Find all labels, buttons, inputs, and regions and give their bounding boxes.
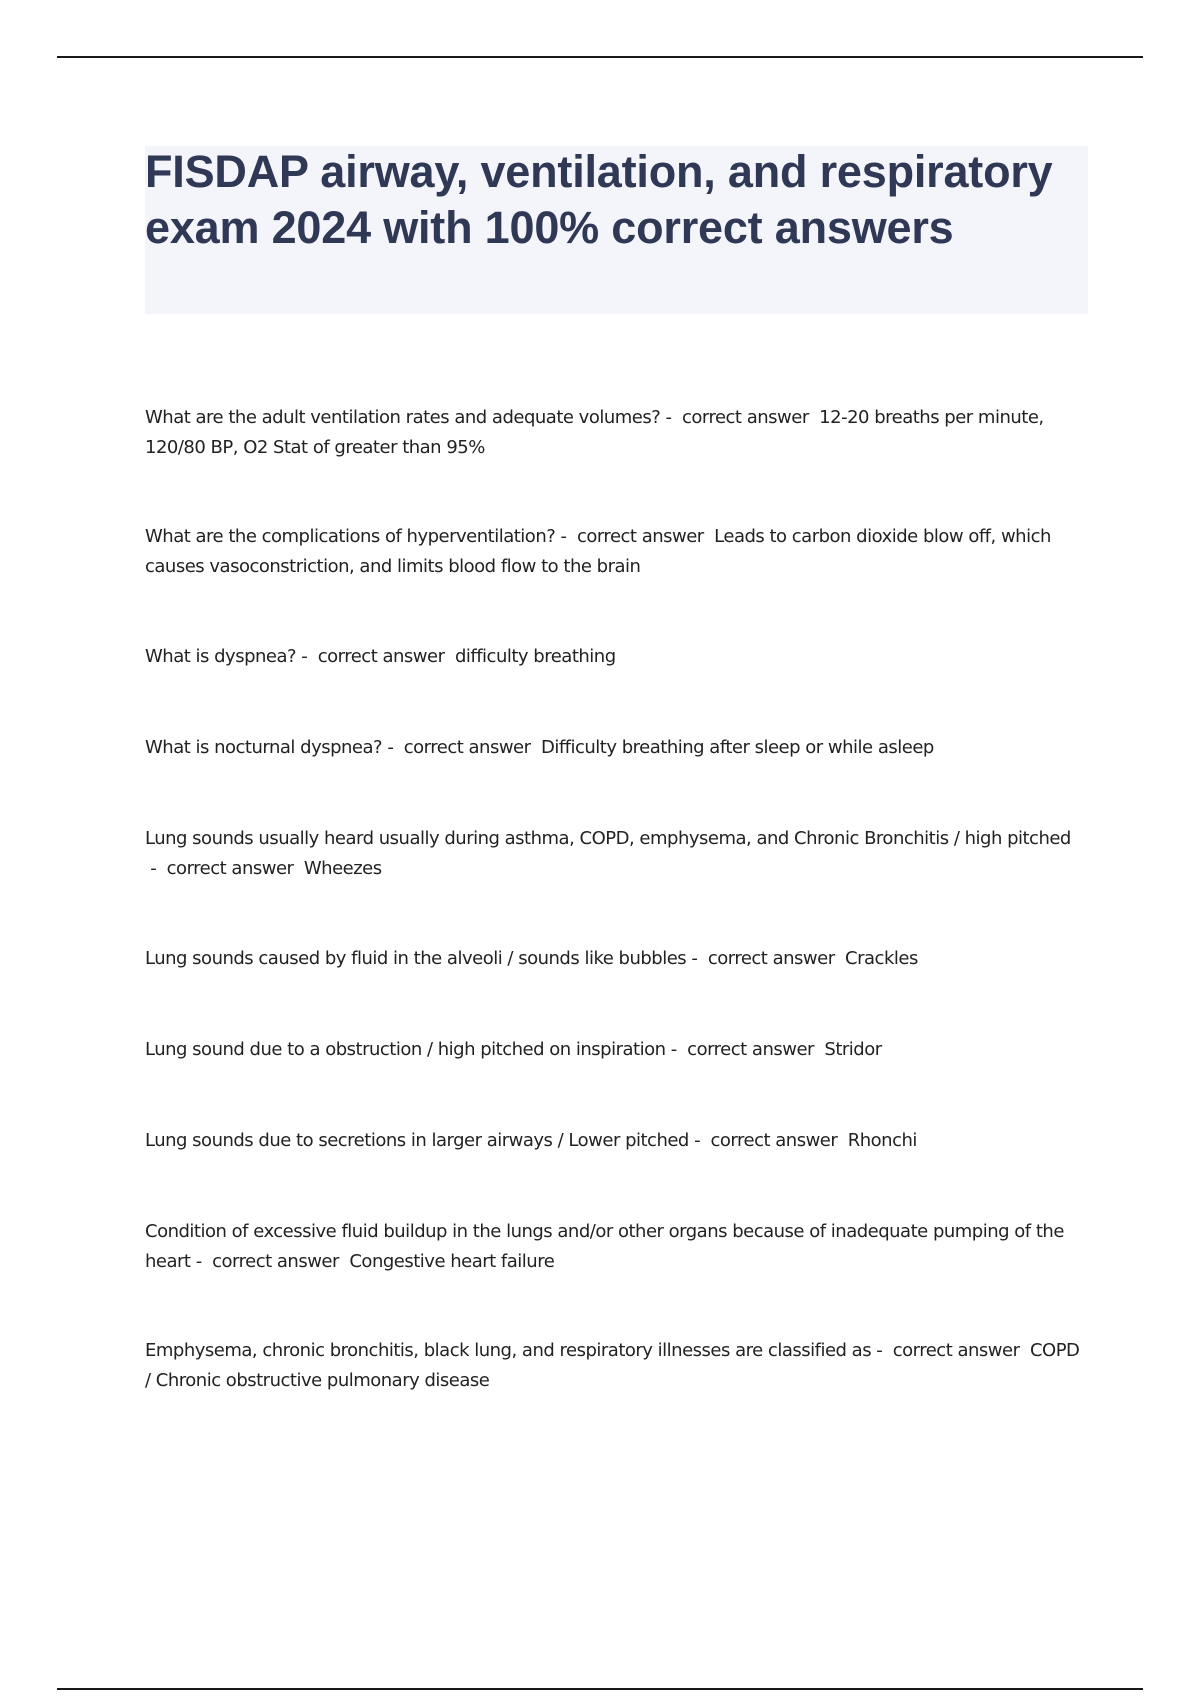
question-text: Lung sound due to a obstruction / high pitched on inspiration — [145, 1039, 666, 1060]
question-text: What is nocturnal dyspnea? — [145, 737, 383, 758]
qa-item — [145, 733, 1085, 763]
question-text: Lung sounds usually heard usually during asthma, COPD, emphysema, and Chronic Bronchitis / high pitched — [145, 828, 1071, 849]
qa-item — [145, 944, 1085, 974]
answer-separator: - correct answer — [296, 646, 455, 667]
answer-text: difficulty breathing — [454, 646, 616, 667]
answer-text: Leads to carbon dioxide blow off, which causes vasoconstriction, and limits blood flow to the brain — [145, 526, 1051, 577]
answer-text: Difficulty breathing after sleep or while asleep — [540, 737, 934, 758]
qa-item — [145, 1336, 1085, 1396]
answer-text: Rhonchi — [847, 1130, 917, 1151]
answer-separator: - correct answer — [190, 1251, 350, 1272]
answer-text: Stridor — [824, 1039, 882, 1060]
answer-separator: - correct answer — [660, 407, 820, 428]
question-text: What are the complications of hyperventilation? — [145, 526, 556, 547]
footer-rule — [57, 1688, 1143, 1690]
answer-separator: - correct answer — [871, 1340, 1030, 1361]
answer-separator: - correct answer — [665, 1039, 825, 1060]
qa-item — [145, 1035, 1085, 1065]
answer-text: Crackles — [845, 948, 918, 969]
qa-item — [145, 1126, 1085, 1156]
question-text: Lung sounds due to secretions in larger airways / Lower pitched — [145, 1130, 689, 1151]
header-rule — [57, 56, 1143, 58]
question-text: Condition of excessive fluid buildup in the lungs and/or other organs because of inadequate pumping of the heart — [145, 1221, 1064, 1272]
qa-item — [145, 522, 1085, 582]
answer-separator: - correct answer — [555, 526, 715, 547]
question-text: What is dyspnea? — [145, 646, 297, 667]
qa-item — [145, 824, 1085, 884]
answer-text: 12-20 breaths per minute, 120/80 BP, O2 Stat of greater than 95% — [145, 407, 1044, 458]
qa-item — [145, 1217, 1085, 1277]
question-text: Emphysema, chronic bronchitis, black lung, and respiratory illnesses are classified as — [145, 1340, 872, 1361]
document-title: FISDAP airway, ventilation, and respiratory exam 2024 with 100% correct answers — [145, 146, 1053, 253]
answer-text: Wheezes — [303, 858, 382, 879]
question-text: Lung sounds caused by fluid in the alveoli / sounds like bubbles — [145, 948, 687, 969]
question-text: What are the adult ventilation rates and adequate volumes? — [145, 407, 661, 428]
answer-separator: - correct answer — [382, 737, 541, 758]
answer-separator: - correct answer — [686, 948, 846, 969]
answer-separator: - correct answer — [145, 858, 304, 879]
answer-text: COPD / Chronic obstructive pulmonary disease — [145, 1340, 1080, 1391]
qa-item — [145, 642, 1085, 672]
answer-separator: - correct answer — [688, 1130, 848, 1151]
answer-text: Congestive heart failure — [349, 1251, 555, 1272]
qa-item — [145, 403, 1085, 463]
